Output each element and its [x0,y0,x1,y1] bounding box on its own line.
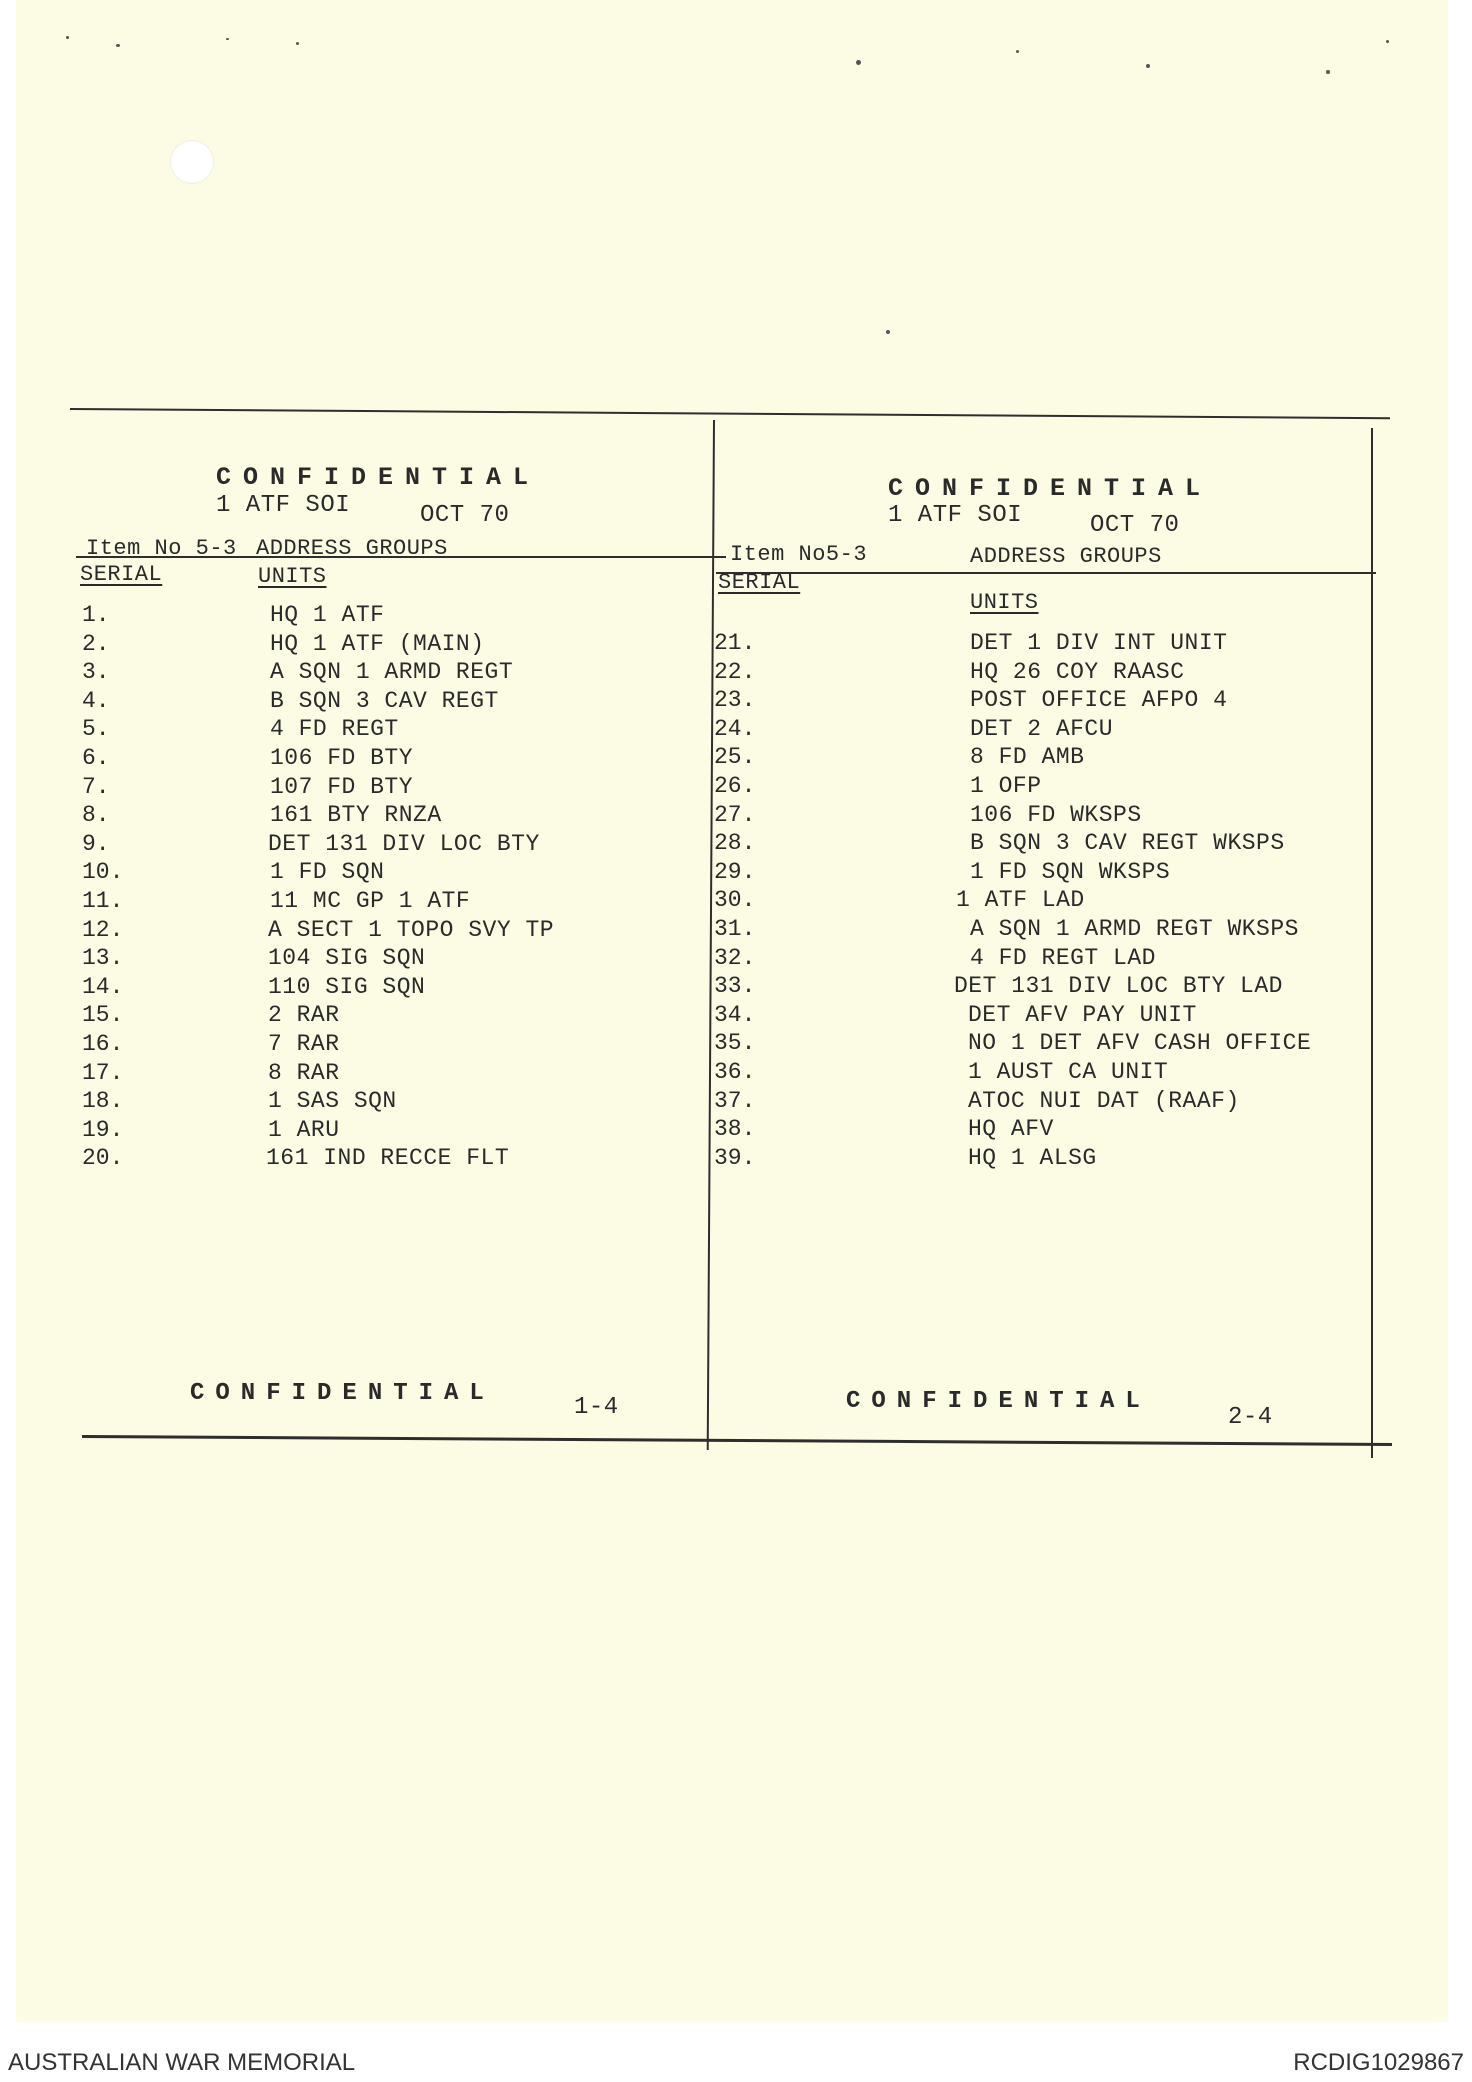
serial-cell: 36. [714,1058,756,1085]
unit-cell: 161 IND RECCE FLT [266,1145,510,1172]
unit-cell: 106 FD BTY [270,744,414,771]
unit-cell: NO 1 DET AFV CASH OFFICE [968,1030,1312,1057]
right-address-list [714,630,1354,1173]
document-page [16,0,1448,2022]
table-row [82,831,682,860]
unit-cell: 1 FD SQN [270,859,385,886]
left-classification-bottom: CONFIDENTIAL [190,1380,495,1407]
serial-cell: 37. [714,1087,756,1114]
unit-cell: HQ 26 COY RAASC [970,658,1185,685]
table-row [714,773,1354,802]
table-row [714,659,1354,688]
serial-cell: 12. [82,916,124,943]
table-row [82,888,682,917]
right-classification-bottom: CONFIDENTIAL [846,1388,1151,1415]
unit-cell: 1 ARU [268,1116,340,1143]
serial-cell: 21. [714,630,756,656]
left-item-no: Item No 5-3 [86,536,237,561]
serial-cell: 17. [82,1059,124,1086]
serial-cell: 19. [82,1116,124,1143]
unit-cell: DET 2 AFCU [970,715,1114,742]
unit-cell: A SQN 1 ARMD REGT [270,659,514,686]
serial-cell: 34. [714,1001,756,1028]
serial-cell: 29. [714,858,756,885]
paper-specks [56,30,1456,90]
unit-cell: 2 RAR [268,1002,340,1029]
serial-cell: 26. [714,772,756,799]
table-row [82,974,682,1003]
table-row [82,688,682,717]
table-row [82,802,682,831]
table-row [714,859,1354,888]
unit-cell: 1 SAS SQN [268,1088,397,1115]
unit-cell: 106 FD WKSPS [970,801,1142,828]
unit-cell: 8 RAR [268,1059,340,1086]
serial-cell: 9. [82,830,110,857]
unit-cell: POST OFFICE AFPO 4 [970,687,1228,714]
serial-cell: 33. [714,973,756,1000]
table-row [82,602,682,631]
table-row [714,1030,1354,1059]
serial-cell: 20. [82,1145,124,1172]
unit-cell: 104 SIG SQN [268,945,426,972]
table-row [82,1088,682,1117]
unit-cell: 4 FD REGT [270,716,399,743]
serial-cell: 35. [714,1030,756,1057]
unit-cell: DET 131 DIV LOC BTY [268,830,540,857]
serial-cell: 5. [82,716,110,743]
serial-cell: 24. [714,715,756,742]
table-row [714,916,1354,945]
serial-cell: 11. [82,887,124,914]
table-row [82,716,682,745]
serial-cell: 28. [714,830,756,857]
right-serial-header: SERIAL [718,570,801,595]
table-row [82,1031,682,1060]
table-row [714,1002,1354,1031]
top-border [70,408,1390,419]
serial-cell: 22. [714,658,756,685]
serial-cell: 25. [714,744,756,771]
table-row [714,973,1354,1002]
serial-cell: 8. [82,802,110,829]
serial-cell: 14. [82,973,124,1000]
left-soi: 1 ATF SOI [216,492,351,519]
left-serial-header: SERIAL [80,562,163,587]
serial-cell: 6. [82,744,110,771]
serial-cell: 4. [82,687,110,714]
table-row [82,917,682,946]
serial-cell: 38. [714,1116,756,1143]
table-row [82,1145,682,1174]
serial-cell: 16. [82,1030,124,1057]
unit-cell: 11 MC GP 1 ATF [270,887,471,914]
unit-cell: HQ 1 ALSG [968,1144,1097,1171]
serial-cell: 15. [82,1002,124,1029]
table-row [714,716,1354,745]
table-row [82,774,682,803]
serial-cell: 39. [714,1144,756,1171]
bottom-border [82,1435,1392,1446]
table-row [82,659,682,688]
unit-cell: HQ 1 ATF [270,602,385,628]
table-row [82,1060,682,1089]
table-row [82,1002,682,1031]
left-units-header: UNITS [258,564,327,589]
unit-cell: 1 ATF LAD [956,887,1085,914]
unit-cell: HQ 1 ATF (MAIN) [270,630,485,657]
table-row [714,630,1354,659]
left-section-title: ADDRESS GROUPS [256,536,448,561]
serial-cell: 18. [82,1088,124,1115]
catalogue-id: RCDIG1029867 [1293,2049,1464,2076]
table-row [714,945,1354,974]
punch-hole [170,140,214,184]
unit-cell: DET 1 DIV INT UNIT [970,630,1228,656]
left-date: OCT 70 [420,502,510,529]
unit-cell: B SQN 3 CAV REGT [270,687,499,714]
table-row [82,631,682,660]
table-row [82,945,682,974]
serial-cell: 1. [82,602,110,628]
unit-cell: A SQN 1 ARMD REGT WKSPS [970,915,1299,942]
table-row [82,745,682,774]
table-row [714,687,1354,716]
source-label: AUSTRALIAN WAR MEMORIAL [8,2049,356,2076]
serial-cell: 32. [714,944,756,971]
left-address-list [82,602,682,1174]
right-date: OCT 70 [1090,512,1180,539]
unit-cell: 4 FD REGT LAD [970,944,1156,971]
unit-cell: 161 BTY RNZA [270,802,442,829]
table-row [714,744,1354,773]
serial-cell: 2. [82,630,110,657]
unit-cell: ATOC NUI DAT (RAAF) [968,1087,1240,1114]
unit-cell: 8 FD AMB [970,744,1085,771]
serial-cell: 7. [82,773,110,800]
serial-cell: 30. [714,887,756,914]
unit-cell: 107 FD BTY [270,773,414,800]
right-classification-top: CONFIDENTIAL [888,474,1213,503]
unit-cell: A SECT 1 TOPO SVY TP [268,916,555,943]
unit-cell: 7 RAR [268,1030,340,1057]
serial-cell: 3. [82,659,110,686]
serial-cell: 31. [714,915,756,942]
header-separator-right [716,572,1376,574]
table-row [82,1117,682,1146]
right-soi: 1 ATF SOI [888,502,1023,529]
serial-cell: 10. [82,859,124,886]
serial-cell: 27. [714,801,756,828]
right-section-title: ADDRESS GROUPS [970,544,1162,569]
unit-cell: B SQN 3 CAV REGT WKSPS [970,830,1285,857]
table-row [714,830,1354,859]
right-units-header: UNITS [970,590,1039,615]
table-row [82,859,682,888]
right-border [1371,428,1373,1458]
right-page-number: 2-4 [1228,1404,1273,1431]
table-row [714,1145,1354,1174]
table-row [714,887,1354,916]
serial-cell: 13. [82,945,124,972]
left-page-number: 1-4 [574,1394,619,1421]
unit-cell: 110 SIG SQN [268,973,426,1000]
unit-cell: HQ AFV [968,1116,1054,1143]
unit-cell: 1 FD SQN WKSPS [970,858,1171,885]
table-row [714,1116,1354,1145]
table-row [714,802,1354,831]
left-classification-top: CONFIDENTIAL [216,463,541,492]
archive-footer [0,2045,1472,2082]
unit-cell: DET AFV PAY UNIT [968,1001,1197,1028]
unit-cell: DET 131 DIV LOC BTY LAD [954,973,1283,1000]
serial-cell: 23. [714,687,756,714]
right-item-no: Item No5-3 [730,542,868,567]
table-row [714,1088,1354,1117]
unit-cell: 1 OFP [970,772,1042,799]
table-row [714,1059,1354,1088]
unit-cell: 1 AUST CA UNIT [968,1058,1169,1085]
